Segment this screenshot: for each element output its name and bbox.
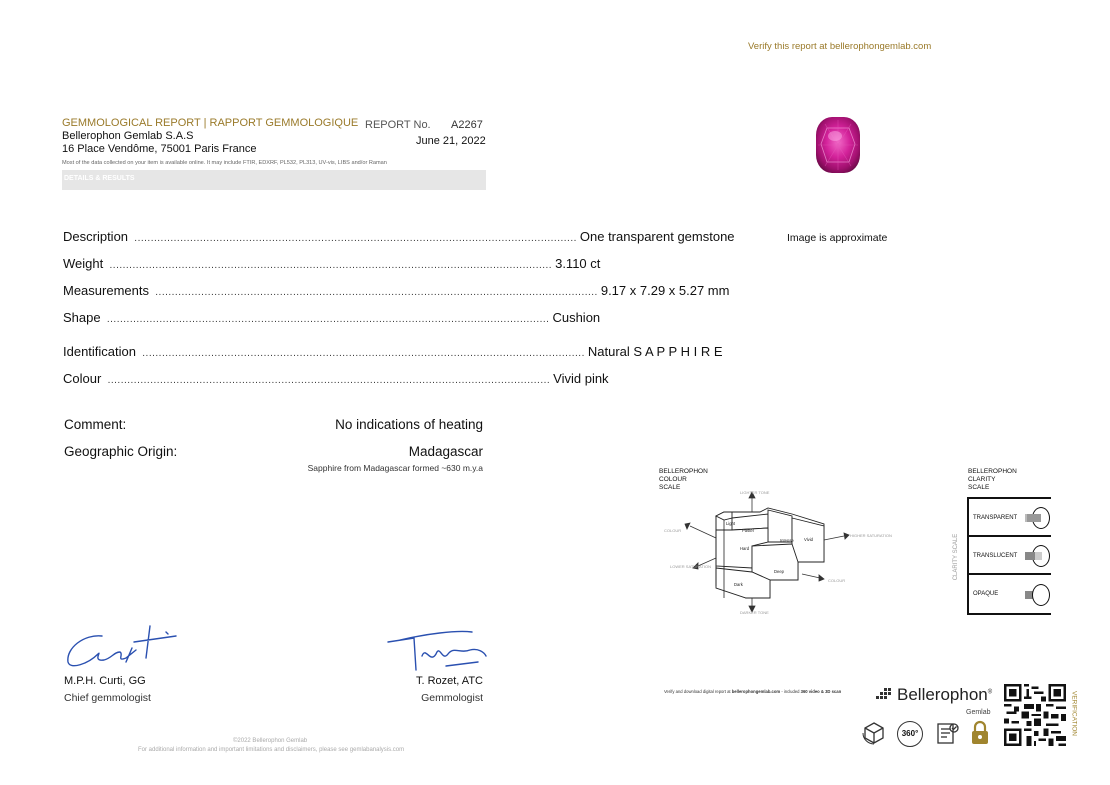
signature-rozet bbox=[386, 626, 488, 674]
clarity-level-label: TRANSPARENT bbox=[973, 515, 1018, 521]
colour-cell: Pastel bbox=[742, 528, 754, 533]
3d-scan-icon bbox=[861, 720, 887, 746]
dot-leader: ....................................................................................................................................... bbox=[104, 375, 551, 386]
comment-row bbox=[64, 417, 483, 432]
company-address: 16 Place Vendôme, 75001 Paris France bbox=[62, 143, 257, 155]
data-note: Most of the data collected on your item is available online. It may include FTIR, EDXRF, PL532, PL313, UV-vis, LIBS and/or Raman bbox=[62, 160, 387, 166]
origin-note: Sapphire from Madagascar formed ~630 m.y.a bbox=[307, 463, 483, 473]
detail-label: Weight bbox=[63, 256, 104, 271]
colour-scale-title-line: COLOUR bbox=[659, 476, 687, 483]
qr-code[interactable] bbox=[1004, 684, 1066, 746]
signer-title-rozet: Gemmologist bbox=[421, 692, 483, 704]
clarity-level-opaque bbox=[969, 577, 1051, 615]
verify-note-site[interactable]: bellerophongemlab.com bbox=[731, 689, 781, 694]
colour-axis-top-label: LIGHTER TONE bbox=[740, 490, 770, 495]
certificate-icon bbox=[935, 720, 961, 746]
verify-note-prefix: Verify and download digital report at bbox=[664, 689, 732, 694]
signer-name-rozet: T. Rozet, ATC bbox=[415, 675, 483, 687]
verification-label: VERIFICATION bbox=[1070, 690, 1078, 737]
report-date: June 21, 2022 bbox=[416, 135, 486, 147]
detail-row-measurements bbox=[63, 283, 730, 298]
detail-row-shape bbox=[63, 310, 601, 325]
colour-axis-lower-left-label: LOWER SATURATION bbox=[670, 564, 711, 569]
colour-scale-title-line: SCALE bbox=[659, 484, 681, 491]
footer-disclaimer: For additional information and important limitations and disclaimers, please see gemlabanalysis.com bbox=[138, 747, 405, 753]
brand-reg: ® bbox=[987, 689, 993, 696]
360-badge-label: 360° bbox=[901, 729, 919, 738]
colour-cell: Vivid bbox=[804, 537, 814, 542]
clarity-scale-title bbox=[968, 468, 1017, 492]
clarity-scale-box bbox=[967, 497, 1051, 615]
image-caption: Image is approximate bbox=[787, 232, 888, 244]
360-video-icon bbox=[897, 721, 923, 747]
colour-cell: Dark bbox=[734, 582, 743, 587]
colour-cell: Deep bbox=[774, 569, 785, 574]
clarity-level-label: TRANSLUCENT bbox=[973, 553, 1018, 559]
clarity-indicator-translucent-faded bbox=[1035, 552, 1042, 560]
colour-cell: Light bbox=[726, 521, 736, 526]
colour-scale-diagram bbox=[660, 488, 892, 618]
report-title: GEMMOLOGICAL REPORT | RAPPORT GEMMOLOGIQUE bbox=[62, 117, 359, 129]
gemstone-image bbox=[813, 114, 863, 176]
footer-copyright: ©2022 Bellerophon Gemlab bbox=[233, 738, 308, 744]
detail-value: Cushion bbox=[552, 310, 601, 325]
detail-value: 9.17 x 7.29 x 5.27 mm bbox=[600, 283, 730, 298]
detail-label: Measurements bbox=[63, 283, 149, 298]
bellerophon-logo-icon bbox=[875, 688, 893, 702]
clarity-lens-opaque bbox=[1032, 584, 1050, 606]
clarity-indicator-translucent bbox=[1025, 552, 1035, 560]
signature-curti bbox=[62, 618, 182, 674]
detail-row-weight bbox=[63, 256, 601, 271]
detail-label: Description bbox=[63, 229, 129, 244]
brand-text: Bellerophon bbox=[897, 685, 988, 704]
origin-label: Geographic Origin: bbox=[64, 444, 178, 459]
clarity-level-translucent bbox=[969, 537, 1051, 575]
colour-scale-title-line: BELLEROPHON bbox=[659, 468, 708, 475]
origin-value: Madagascar bbox=[408, 444, 483, 459]
detail-value: One transparent gemstone bbox=[579, 229, 735, 244]
colour-cell: Intense bbox=[780, 538, 794, 543]
details-section-label: DETAILS & RESULTS bbox=[64, 175, 135, 182]
colour-cell: Hard bbox=[740, 546, 750, 551]
colour-axis-upper-right-label: HIGHER SATURATION bbox=[850, 533, 892, 538]
verify-link[interactable]: Verify this report at bellerophongemlab.com bbox=[748, 41, 932, 52]
brand-sub: Gemlab bbox=[966, 709, 991, 716]
detail-row-description bbox=[63, 229, 735, 244]
clarity-scale-title-line: BELLEROPHON bbox=[968, 468, 1017, 475]
verify-download-note bbox=[664, 689, 841, 694]
detail-value: Vivid pink bbox=[553, 371, 609, 386]
report-number: A2267 bbox=[451, 119, 483, 131]
dot-leader: ....................................................................................................................................... bbox=[151, 287, 598, 298]
dot-leader: ....................................................................................................................................... bbox=[139, 348, 585, 359]
details-section-bar bbox=[62, 170, 486, 190]
brand-name bbox=[897, 685, 992, 705]
clarity-side-label: CLARITY SCALE bbox=[953, 533, 959, 581]
clarity-scale-title-line: SCALE bbox=[968, 484, 990, 491]
clarity-level-label: OPAQUE bbox=[973, 591, 999, 597]
report-number-label: REPORT No. bbox=[365, 119, 431, 131]
colour-axis-right-label: COLOUR bbox=[828, 578, 846, 583]
clarity-indicator-transparent-inner bbox=[1027, 514, 1041, 522]
verify-note-media: 360 video & 3D scan bbox=[800, 689, 842, 694]
detail-label: Identification bbox=[63, 344, 136, 359]
detail-value: 3.110 ct bbox=[555, 256, 601, 271]
signer-name-curti: M.P.H. Curti, GG bbox=[64, 675, 146, 687]
verify-note-mid: - included bbox=[780, 689, 801, 694]
detail-row-colour bbox=[63, 371, 609, 386]
signer-title-curti: Chief gemmologist bbox=[64, 692, 151, 704]
clarity-level-transparent bbox=[969, 499, 1051, 537]
dot-leader: ....................................................................................................................................... bbox=[106, 260, 553, 271]
detail-value: Natural S A P P H I R E bbox=[587, 344, 723, 359]
detail-label: Shape bbox=[63, 310, 101, 325]
detail-row-identification bbox=[63, 344, 723, 359]
detail-label: Colour bbox=[63, 371, 102, 386]
origin-row bbox=[64, 444, 483, 459]
colour-axis-bottom-label: DARKER TONE bbox=[740, 610, 769, 615]
dot-leader: ....................................................................................................................................... bbox=[131, 233, 577, 244]
lock-icon bbox=[970, 720, 990, 746]
company-name: Bellerophon Gemlab S.A.S bbox=[62, 130, 194, 142]
colour-axis-left-label: COLOUR bbox=[664, 528, 682, 533]
clarity-scale-title-line: CLARITY bbox=[968, 476, 996, 483]
comment-value: No indications of heating bbox=[335, 417, 483, 432]
dot-leader: ....................................................................................................................................... bbox=[103, 314, 550, 325]
comment-label: Comment: bbox=[64, 417, 127, 432]
